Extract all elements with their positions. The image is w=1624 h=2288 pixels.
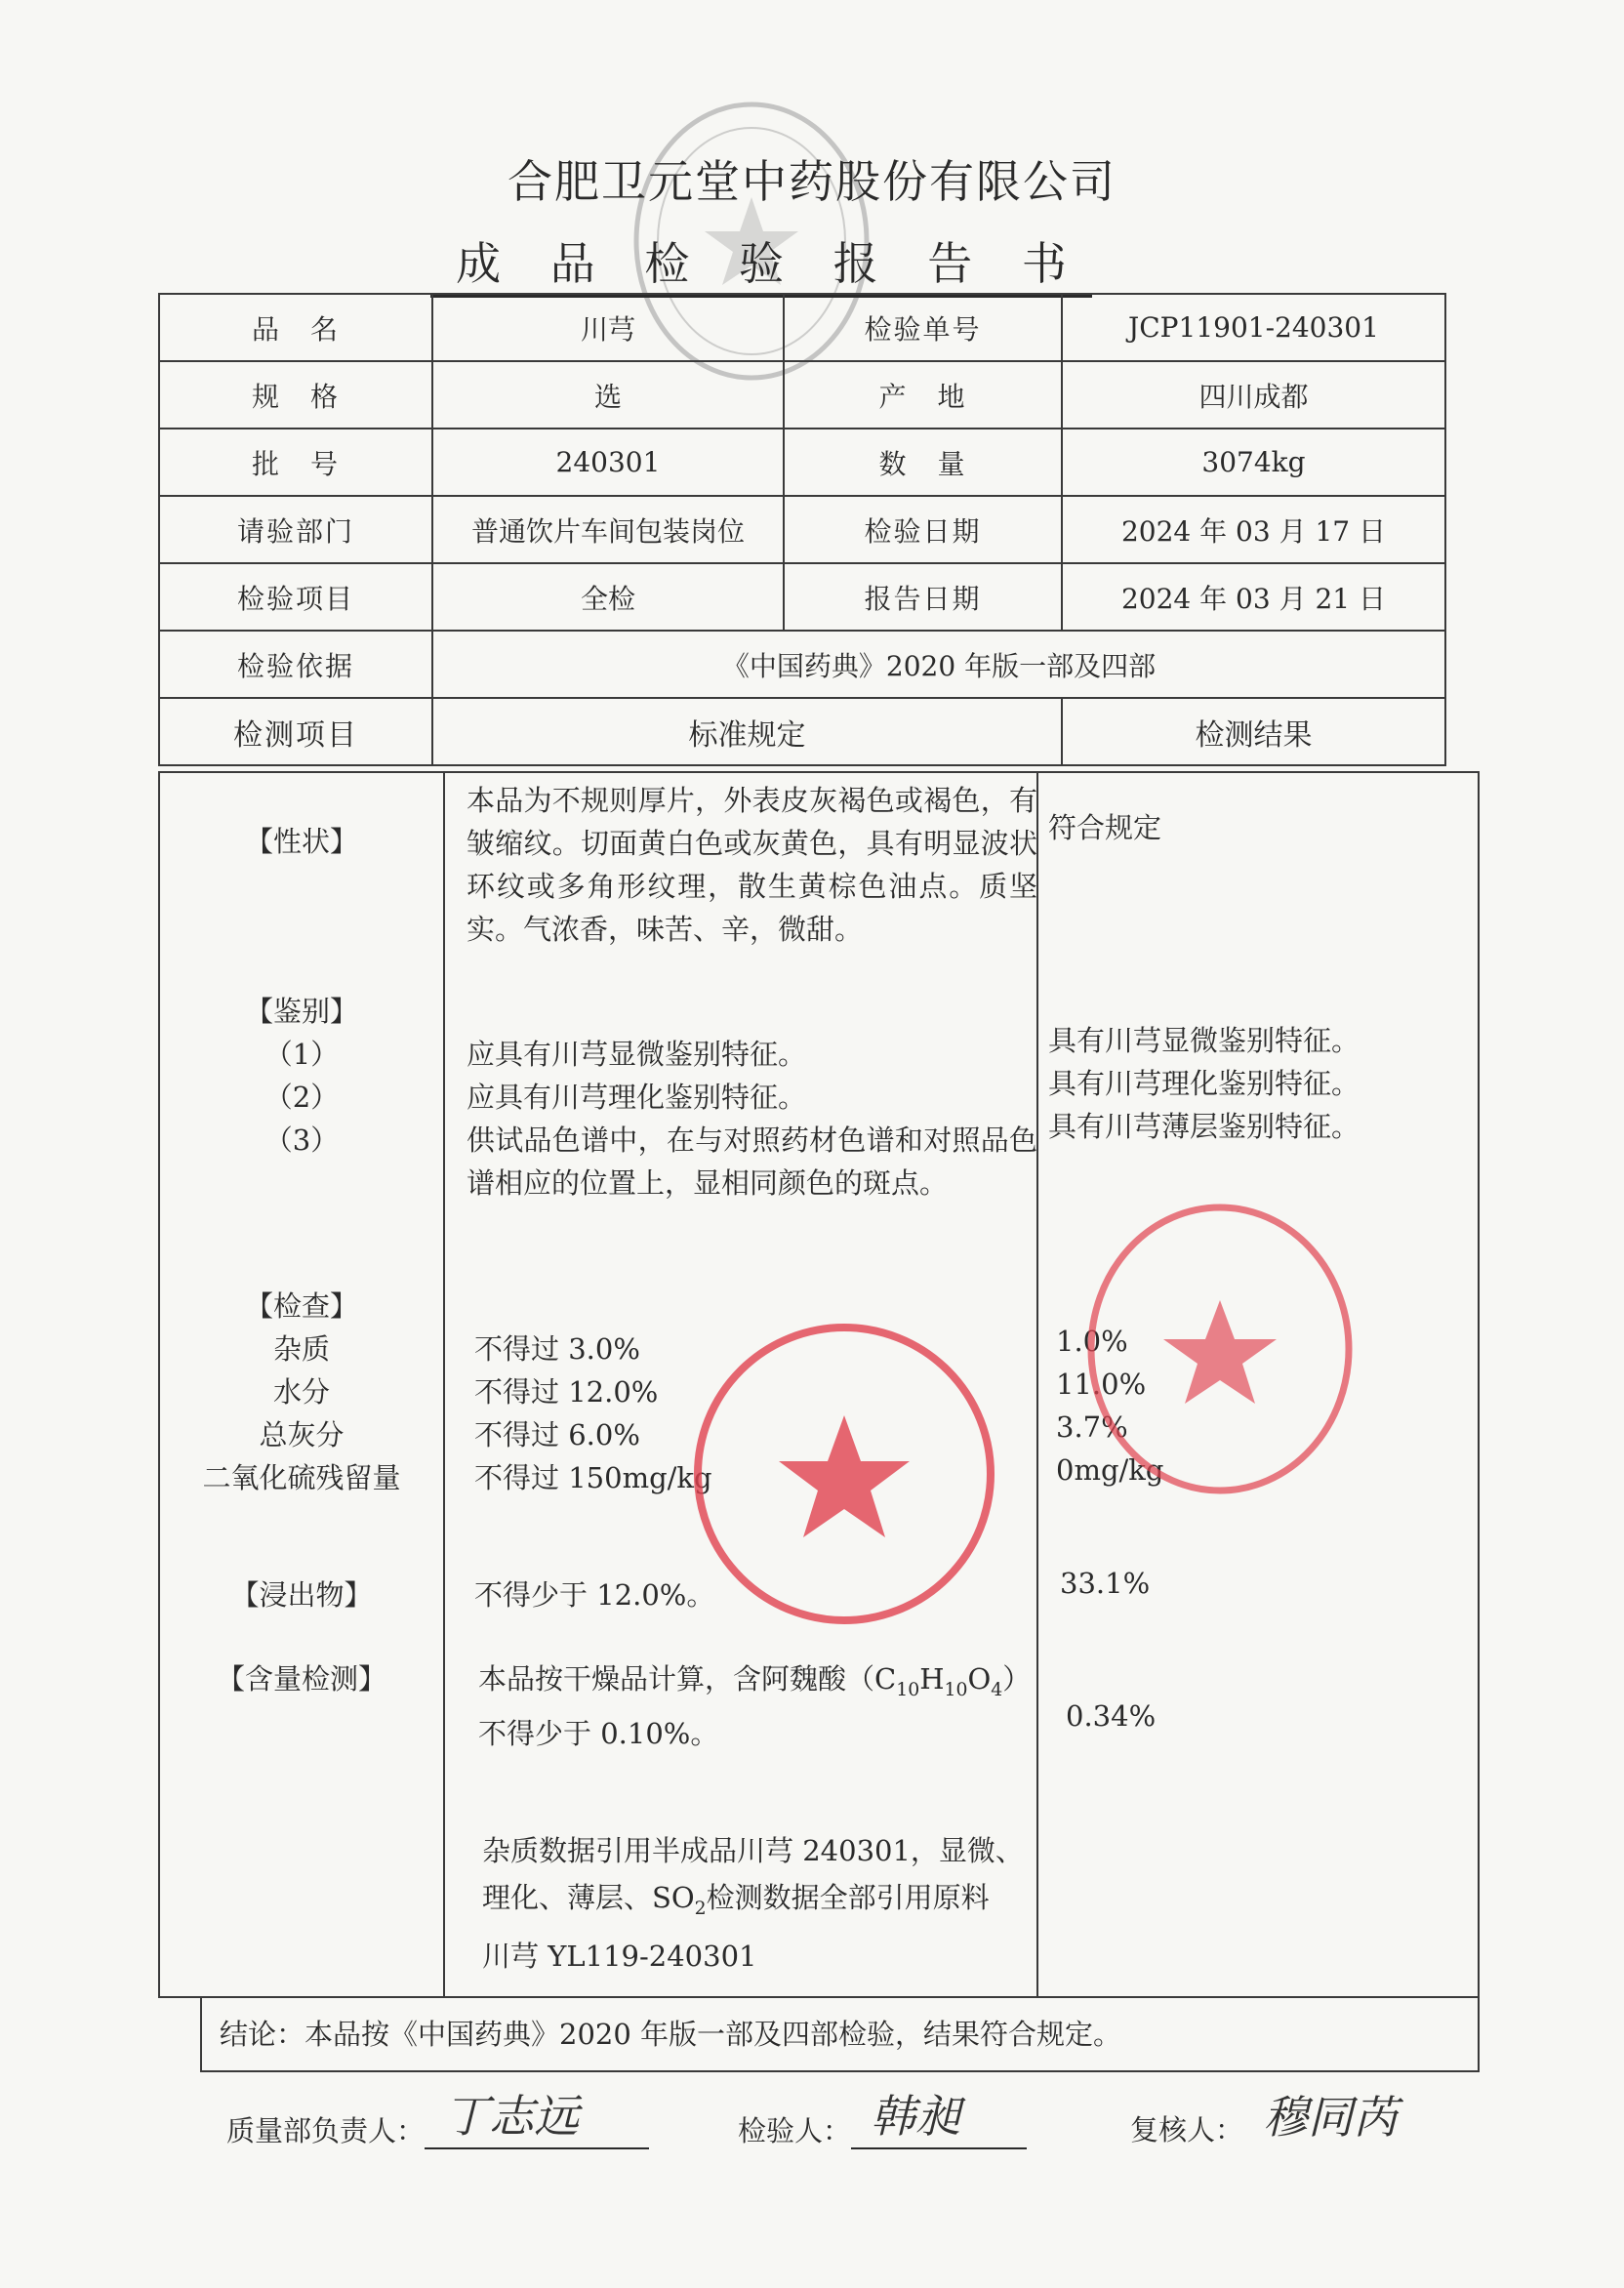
extract-result: 33.1% [1060, 1567, 1151, 1600]
note-text: 理化、薄层、SO [482, 1881, 695, 1914]
report-date-label: 报告日期 [784, 563, 1062, 631]
product-value: 川芎 [432, 294, 784, 361]
identification-item: （3） [264, 1124, 340, 1157]
inspection-item: 总灰分 [259, 1418, 345, 1451]
table-row [159, 361, 1445, 429]
assay-text: O [967, 1662, 992, 1696]
subscript: 10 [944, 1679, 968, 1700]
extract-standard: 不得少于 12.0%。 [474, 1578, 715, 1612]
identification-standard: 供试品色谱中，在与对照药材色谱和对照品色谱相应的位置上，显相同颜色的斑点。 [467, 1124, 1037, 1200]
quantity-value: 3074kg [1062, 429, 1445, 496]
inspection-label: 【检查】 [244, 1289, 358, 1323]
table-row [159, 631, 1445, 698]
table-row [159, 496, 1445, 563]
reviewer-signature [1130, 2091, 1439, 2148]
inspection-result: 11.0% [1056, 1368, 1147, 1401]
handwritten-signature: 韩昶 [871, 2090, 961, 2143]
product-label: 品 名 [159, 294, 432, 361]
inspection-standard: 不得过 150mg/kg [474, 1461, 712, 1494]
report-date-value: 2024 年 03 月 21 日 [1062, 563, 1445, 631]
item-value: 全检 [432, 563, 784, 631]
inspection-result: 3.7% [1056, 1410, 1128, 1444]
inspection-result: 1.0% [1056, 1325, 1128, 1358]
spec-label: 规 格 [159, 361, 432, 429]
standard-header: 标准规定 [432, 698, 1062, 765]
assay-label: 【含量检测】 [216, 1662, 386, 1696]
inspection-standard: 不得过 3.0% [474, 1332, 640, 1366]
identification-results [1048, 1019, 1458, 1148]
table-row [159, 698, 1445, 765]
result-header: 检测结果 [1062, 698, 1445, 765]
handwritten-signature: 丁志远 [444, 2090, 580, 2143]
inspector-signature [738, 2090, 1027, 2149]
reviewer-label: 复核人： [1130, 2113, 1244, 2146]
assay-standard-line1 [478, 1657, 1054, 1712]
note-line: 川芎 YL119-240301 [482, 1939, 757, 1973]
identification-item: （2） [264, 1081, 340, 1114]
batch-value: 240301 [432, 429, 784, 496]
identification-block [160, 990, 443, 1162]
inspection-result: 0mg/kg [1056, 1453, 1164, 1487]
inspection-standard: 不得过 12.0% [474, 1375, 659, 1409]
properties-label: 【性状】 [244, 825, 358, 858]
identification-result: 具有川芎理化鉴别特征。 [1048, 1067, 1360, 1100]
assay-result: 0.34% [1066, 1699, 1157, 1733]
note-line: 杂质数据引用半成品川芎 240301，显微、 [482, 1834, 1024, 1867]
note-line [482, 1874, 1053, 1933]
inspection-block [160, 1285, 443, 1499]
info-table [158, 293, 1446, 766]
identification-standard: 应具有川芎理化鉴别特征。 [467, 1081, 807, 1114]
identification-result: 具有川芎薄层鉴别特征。 [1048, 1110, 1360, 1143]
table-row [159, 429, 1445, 496]
properties-standard: 本品为不规则厚片，外表皮灰褐色或褐色，有皱缩纹。切面黄白色或灰黄色，具有明显波状环纹或多角形纹理，散生黄棕色油点。质坚实。气浓香，味苦、辛，微甜。 [467, 784, 1037, 946]
basis-value: 《中国药典》2020 年版一部及四部 [432, 631, 1445, 698]
data-source-note [482, 1827, 1053, 1980]
qa-label: 质量部负责人： [226, 2114, 426, 2147]
table-row [159, 563, 1445, 631]
conclusion: 结论：本品按《中国药典》2020 年版一部及四部检验，结果符合规定。 [200, 1998, 1480, 2072]
column-divider [443, 773, 445, 1996]
batch-label: 批 号 [159, 429, 432, 496]
inspection-standard: 不得过 6.0% [474, 1418, 640, 1451]
item-label: 检验项目 [159, 563, 432, 631]
assay-text: H [919, 1662, 945, 1696]
basis-label: 检验依据 [159, 631, 432, 698]
document-title [0, 228, 1522, 293]
identification-label: 【鉴别】 [244, 995, 358, 1028]
inspection-item: 杂质 [272, 1332, 330, 1366]
reviewer-signature-line [1243, 2091, 1439, 2148]
qa-signature [226, 2090, 649, 2149]
assay-text: 本品按干燥品计算，含阿魏酸（C [478, 1662, 897, 1696]
title-text: 成 品 检 验 报 告 书 [430, 237, 1092, 298]
dept-label: 请验部门 [159, 496, 432, 563]
inspection-item: 二氧化硫残留量 [202, 1461, 401, 1494]
assay-standard [478, 1657, 1054, 1755]
order-no-value: JCP11901-240301 [1062, 294, 1445, 361]
assay-text: ） [1002, 1662, 1032, 1696]
company-inspection-seal [683, 1313, 1005, 1635]
properties-result: 符合规定 [1048, 811, 1162, 844]
handwritten-signature: 穆同芮 [1263, 2091, 1399, 2144]
inspector-signature-line [851, 2090, 1027, 2149]
inspect-date-label: 检验日期 [784, 496, 1062, 563]
qa-signature-line [425, 2090, 649, 2149]
inspector-label: 检验人： [738, 2114, 852, 2147]
inspection-item: 水分 [272, 1375, 330, 1409]
subscript: 2 [694, 1898, 707, 1919]
table-row [159, 294, 1445, 361]
origin-label: 产 地 [784, 361, 1062, 429]
identification-standards [467, 1033, 1037, 1205]
note-text: 检测数据全部引用原料 [706, 1881, 990, 1914]
company-name: 合肥卫元堂中药股份有限公司 [508, 155, 1116, 208]
identification-result: 具有川芎显微鉴别特征。 [1048, 1024, 1360, 1057]
inspect-date-value: 2024 年 03 月 17 日 [1062, 496, 1445, 563]
test-item-header: 检测项目 [159, 698, 432, 765]
subscript: 4 [991, 1679, 1003, 1700]
assay-standard-line2: 不得少于 0.10%。 [478, 1716, 719, 1750]
identification-item: （1） [264, 1038, 340, 1071]
third-party-seal [1074, 1193, 1366, 1505]
dept-value: 普通饮片车间包装岗位 [432, 496, 784, 563]
quantity-label: 数 量 [784, 429, 1062, 496]
order-no-label: 检验单号 [784, 294, 1062, 361]
origin-value: 四川成都 [1062, 361, 1445, 429]
subscript: 10 [896, 1679, 920, 1700]
identification-standard: 应具有川芎显微鉴别特征。 [467, 1038, 807, 1071]
spec-value: 选 [432, 361, 784, 429]
extract-label: 【浸出物】 [230, 1578, 373, 1612]
